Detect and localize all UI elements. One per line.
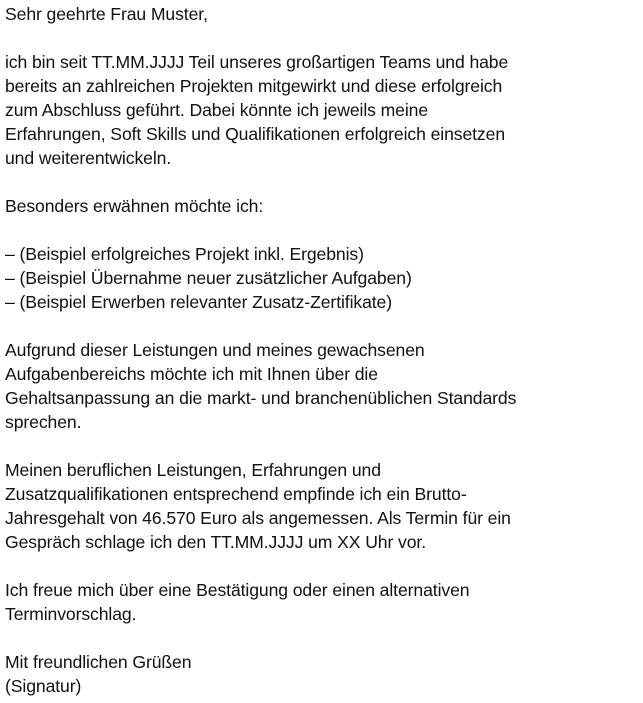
request-line: Gespräch schlage ich den TT.MM.JJJJ um XX Uhr vor. bbox=[5, 532, 426, 552]
paragraph-spacer bbox=[5, 170, 643, 194]
intro-line: und weiterentwickeln. bbox=[5, 148, 172, 168]
reason-line: Gehaltsanpassung an die markt- und branchenüblichen Standards bbox=[5, 388, 517, 408]
highlights-list bbox=[5, 242, 643, 314]
paragraph-spacer bbox=[5, 554, 643, 578]
request-paragraph bbox=[5, 458, 643, 554]
reason-line: sprechen. bbox=[5, 412, 82, 432]
paragraph-spacer bbox=[5, 218, 643, 242]
highlight-item: – (Beispiel erfolgreiches Projekt inkl. Ergebnis) bbox=[5, 244, 364, 264]
paragraph-spacer bbox=[5, 26, 643, 50]
paragraph-spacer bbox=[5, 626, 643, 650]
intro-paragraph bbox=[5, 50, 643, 170]
signature: (Signatur) bbox=[5, 676, 82, 696]
closing-request-paragraph bbox=[5, 578, 643, 626]
intro-line: zum Abschluss geführt. Dabei könnte ich jeweils meine bbox=[5, 100, 429, 120]
closing-request-line: Ich freue mich über eine Bestätigung oder einen alternativen bbox=[5, 580, 470, 600]
reason-line: Aufgabenbereichs möchte ich mit Ihnen über die bbox=[5, 364, 378, 384]
closing: Mit freundlichen Grüßen bbox=[5, 652, 192, 672]
intro-line: Erfahrungen, Soft Skills und Qualifikationen erfolgreich einsetzen bbox=[5, 124, 506, 144]
request-line: Meinen beruflichen Leistungen, Erfahrungen und bbox=[5, 460, 381, 480]
request-line: Jahresgehalt von 46.570 Euro als angemessen. Als Termin für ein bbox=[5, 508, 511, 528]
salutation: Sehr geehrte Frau Muster, bbox=[5, 4, 208, 24]
intro-line: bereits an zahlreichen Projekten mitgewirkt und diese erfolgreich bbox=[5, 76, 503, 96]
highlights-heading: Besonders erwähnen möchte ich: bbox=[5, 196, 264, 216]
highlight-item: – (Beispiel Übernahme neuer zusätzlicher Aufgaben) bbox=[5, 268, 412, 288]
reason-paragraph bbox=[5, 338, 643, 434]
paragraph-spacer bbox=[5, 314, 643, 338]
intro-line: ich bin seit TT.MM.JJJJ Teil unseres großartigen Teams und habe bbox=[5, 52, 509, 72]
closing-request-line: Terminvorschlag. bbox=[5, 604, 137, 624]
paragraph-spacer bbox=[5, 434, 643, 458]
reason-line: Aufgrund dieser Leistungen und meines gewachsenen bbox=[5, 340, 425, 360]
request-line: Zusatzqualifikationen entsprechend empfinde ich ein Brutto- bbox=[5, 484, 467, 504]
highlight-item: – (Beispiel Erwerben relevanter Zusatz-Zertifikate) bbox=[5, 292, 392, 312]
